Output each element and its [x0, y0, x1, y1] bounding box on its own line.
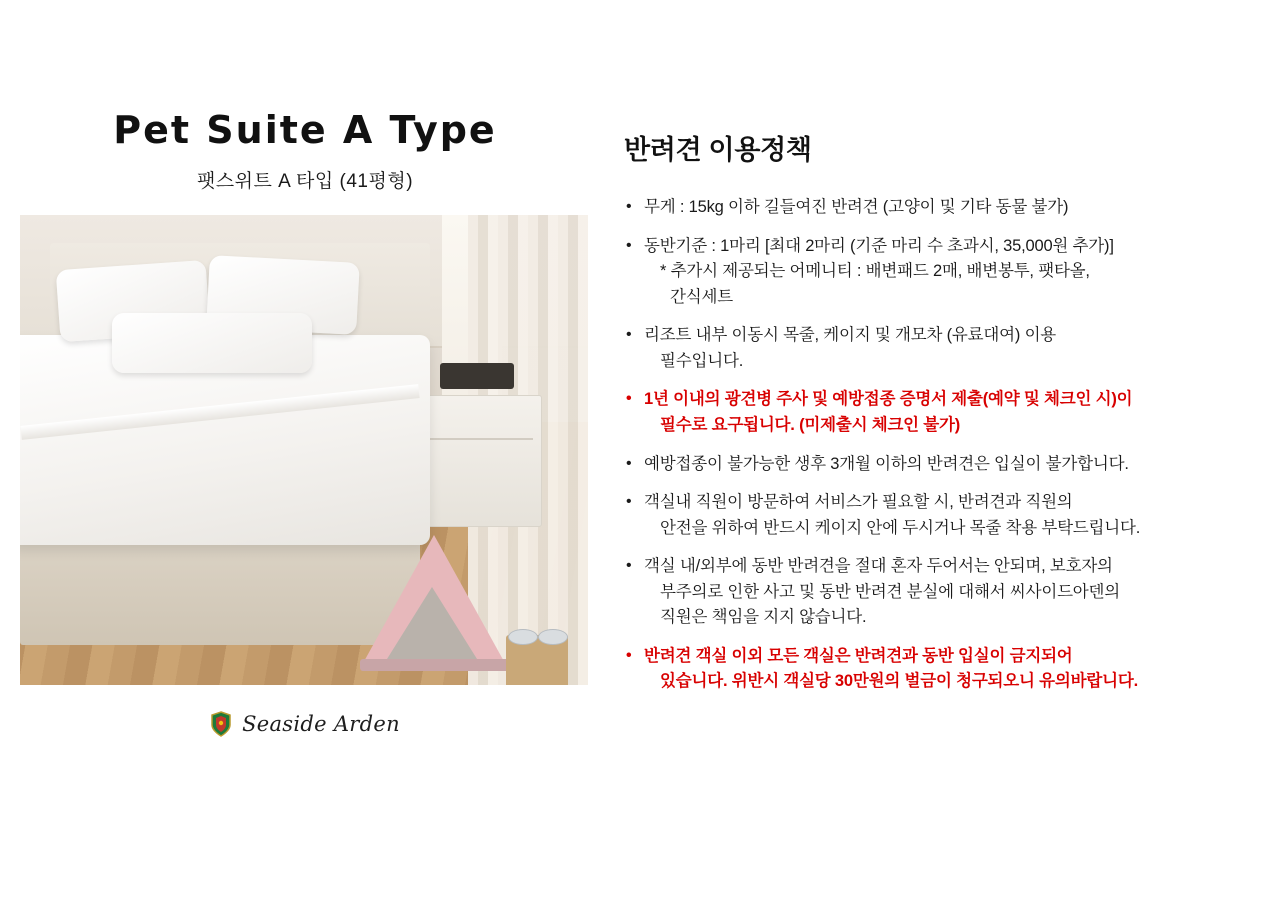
policy-line: • 동반기준 : 1마리 [최대 2마리 (기준 마리 수 초과시, 35,000원 추가)]	[644, 236, 1114, 255]
policy-item	[624, 195, 1244, 221]
photo-nightstand	[420, 395, 542, 527]
photo-pet-tent-opening	[382, 587, 482, 667]
policy-line: • 객실 내/외부에 동반 반려견을 절대 혼자 두어서는 안되며, 보호자의	[644, 557, 1113, 576]
policy-line: * 추가시 제공되는 어메니티 : 배변패드 2매, 배변봉투, 팻타올,	[660, 262, 1090, 281]
policy-item	[624, 554, 1244, 631]
policy-line: • 반려견 객실 이외 모든 객실은 반려견과 동반 입실이 금지되어	[644, 646, 1073, 665]
policy-line: • 예방접종이 불가능한 생후 3개월 이하의 반려견은 입실이 불가합니다.	[644, 454, 1129, 473]
policy-item-alert	[624, 387, 1244, 438]
room-subtitle: 팻스위트 A 타입 (41평형)	[196, 170, 414, 192]
brand-name: Seaside Arden	[242, 711, 400, 736]
photo-tray	[440, 363, 514, 389]
policy-line: 필수로 요구됩니다. (미제출시 체크인 불가)	[660, 415, 961, 434]
room-info-column	[20, 110, 590, 737]
policy-column	[624, 128, 1244, 708]
policy-line: • 객실내 직원이 방문하여 서비스가 필요할 시, 반려견과 직원의	[644, 493, 1073, 512]
policy-line: • 무게 : 15kg 이하 길들여진 반려견 (고양이 및 기타 동물 불가)	[644, 198, 1069, 216]
policy-line: 있습니다. 위반시 객실당 30만원의 벌금이 청구되오니 유의바랍니다.	[660, 672, 1138, 691]
policy-line: • 1년 이내의 광견병 주사 및 예방접종 증명서 제출(예약 및 체크인 시)이	[644, 390, 1133, 409]
policy-item	[624, 452, 1244, 478]
policy-item	[624, 490, 1244, 541]
photo-pet-bowl	[508, 629, 538, 645]
page-title: Pet Suite A Type	[113, 108, 497, 152]
policy-title: 반려견 이용정책	[624, 135, 812, 165]
policy-list	[624, 195, 1244, 695]
policy-line: 직원은 책임을 지지 않습니다.	[660, 608, 867, 627]
photo-pillow	[112, 313, 312, 373]
policy-item	[624, 234, 1244, 311]
policy-item	[624, 323, 1244, 374]
room-photo	[20, 215, 588, 685]
photo-pet-bowl	[538, 629, 568, 645]
photo-pet-tent-base	[360, 659, 510, 671]
crest-icon	[210, 711, 232, 737]
policy-line: 간식세트	[670, 287, 733, 306]
policy-line: • 리조트 내부 이동시 목줄, 케이지 및 개모차 (유료대여) 이용	[644, 326, 1057, 345]
policy-item-alert	[624, 644, 1244, 695]
policy-line: 안전을 위하여 반드시 케이지 안에 두시거나 목줄 착용 부탁드립니다.	[660, 518, 1141, 537]
policy-line: 부주의로 인한 사고 및 동반 반려견 분실에 대해서 씨사이드아덴의	[660, 582, 1121, 601]
brand-logo	[20, 711, 590, 737]
policy-line: 필수입니다.	[660, 351, 744, 370]
